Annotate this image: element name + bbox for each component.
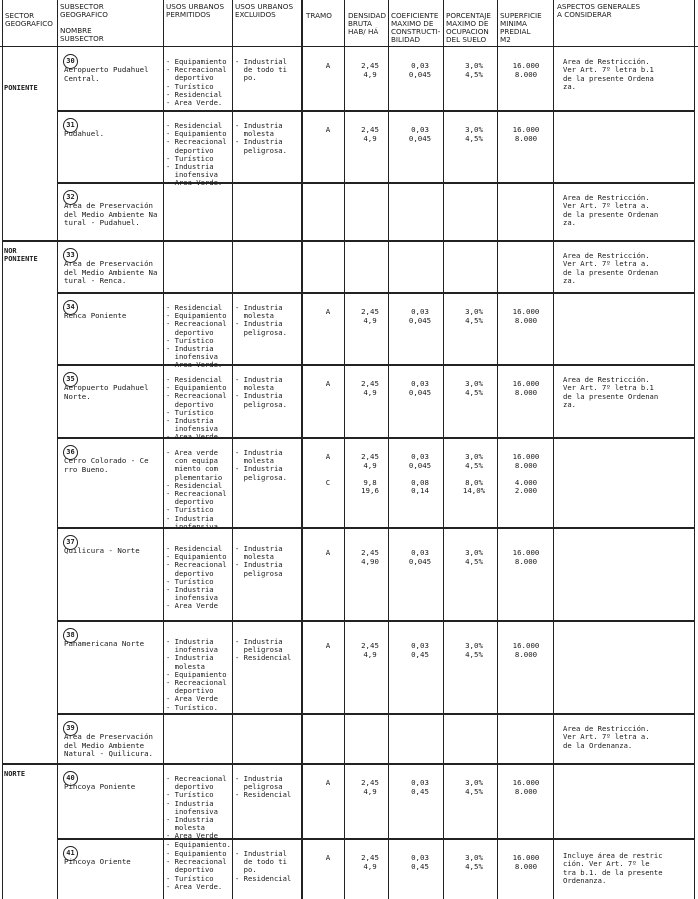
row-rule: [57, 292, 695, 294]
subsector-name: Panamericana Norte: [64, 639, 145, 648]
densidad-value: 2,45 4,9: [361, 778, 379, 796]
aspectos-text: Area de Restricción. Ver Art. 7º letra b.1 de la presente Ordenan za.: [563, 375, 659, 410]
row-rule: [57, 838, 695, 840]
usos-excluidos: - Industria molesta - Industria peligrosa.: [235, 375, 287, 409]
subsector-name: Area de Preservación del Medio Ambiente Natural - Quilicura.: [64, 732, 153, 759]
row-number-badge: 33: [63, 248, 78, 263]
coeficiente-value: 0,03 0,045: [408, 548, 432, 566]
sector-label: PONIENTE: [4, 84, 38, 92]
row-number-badge: 32: [63, 190, 78, 205]
row-number-badge: 40: [63, 771, 78, 786]
subsector-name: Area de Preservación del Medio Ambiente Na tural - Renca.: [64, 259, 158, 286]
aspectos-text: Area de Restricción. Ver Art. 7º letra a. de la presente Ordenan za.: [563, 193, 659, 228]
header-line: GEOGRAFICO: [60, 10, 108, 19]
header-subsector: [60, 3, 108, 43]
superficie-value: 16.000 8.000: [512, 307, 540, 325]
subsector-name: Renca Poniente: [64, 311, 127, 320]
usos-excluidos: - Industria peligrosa - Residencial: [235, 774, 292, 800]
subsector-name: Aeropuerto Pudahuel Central.: [64, 65, 149, 83]
usos-permitidos: - Residencial - Equipamiento - Recreacional deportivo - Turístico - Industria inofensiva - Area Verde.: [166, 375, 227, 442]
aspectos-text: Incluye área de restric ción. Ver Art. 7º le tra b.1. de la presente Ordenanza.: [563, 851, 663, 886]
densidad-value: 2,45 4,9 9,8 19,6: [361, 452, 379, 496]
row-rule: [2, 240, 695, 242]
superficie-value: 16.000 8.000: [512, 853, 540, 871]
header-line: SECTOR: [5, 11, 35, 20]
usos-excluidos: - Industria molesta - Industria peligrosa: [235, 544, 283, 578]
densidad-value: 2,45 4,9: [361, 125, 379, 143]
header-line: COEFICIENTE: [391, 11, 439, 20]
header-line: MINIMA: [500, 19, 527, 28]
usos-permitidos: - Residencial - Equipamiento - Recreacional deportivo - Turístico - Industria inofensiva - Area Verde: [166, 544, 227, 611]
row-number-badge: 30: [63, 54, 78, 69]
usos-excluidos: - Industrial de todo ti po.: [235, 57, 287, 83]
header-permitidos: [166, 3, 224, 19]
header-line: MAXIMO DE: [446, 19, 489, 28]
row-number-badge: 37: [63, 535, 78, 550]
row-rule: [57, 437, 695, 439]
aspectos-text: Area de Restricción. Ver Art. 7º letra b.1 de la presente Ordena za.: [563, 57, 654, 92]
densidad-value: 2,45 4,9: [361, 307, 379, 325]
header-line: USOS URBANOS: [235, 2, 294, 11]
row-number-badge: 36: [63, 445, 78, 460]
header-porcentaje: [446, 12, 491, 44]
porcentaje-value: 3,0% 4,5%: [465, 125, 483, 143]
header-line: M2: [500, 35, 511, 44]
coeficiente-value: 0,03 0,045: [408, 61, 432, 79]
header-line: BRUTA: [348, 19, 372, 28]
usos-permitidos: - Equipamiento - Recreacional deportivo - Turístico - Area Verde.: [166, 849, 227, 891]
porcentaje-value: 3,0% 4,5%: [465, 548, 483, 566]
tramo-value: A: [325, 548, 331, 557]
row-rule: [57, 713, 695, 715]
usos-excluidos: - Industria molesta - Industria peligrosa.: [235, 303, 287, 337]
subsector-name: Pincoya Oriente: [64, 857, 131, 866]
header-line: TRAMO: [306, 11, 332, 20]
porcentaje-value: 3,0% 4,5%: [465, 778, 483, 796]
densidad-value: 2,45 4,9: [361, 379, 379, 397]
usos-permitidos: - Residencial - Equipamiento - Recreacional deportivo - Turístico - Industria inofensiva - Area Verde.: [166, 303, 227, 370]
tramo-value: A: [325, 307, 331, 316]
coeficiente-value: 0,03 0,045: [408, 125, 432, 143]
densidad-value: 2,45 4,9: [361, 61, 379, 79]
header-superficie: [500, 12, 542, 44]
header-line: BILIDAD: [391, 35, 421, 44]
header-line: ASPECTOS GENERALES: [557, 2, 641, 11]
usos-excluidos: - Industria peligrosa - Residencial: [235, 637, 292, 663]
coeficiente-value: 0,03 0,045 0,08 0,14: [408, 452, 432, 496]
usos-permitidos: - Industria inofensiva - Industria molesta - Equipamiento - Recreacional deportivo - Area Verde - Turístico.: [166, 637, 227, 712]
coeficiente-value: 0,03 0,045: [408, 307, 432, 325]
header-line: DEL SUELO: [446, 35, 487, 44]
usos-permitidos: - Residencial - Equipamiento - Recreacional deportivo - Turístico - Industria inofensiva - Area Verde.: [166, 121, 227, 188]
subsector-name: Cerro Colorado - Ce rro Bueno.: [64, 456, 149, 474]
superficie-value: 16.000 8.000: [512, 548, 540, 566]
usos-permitidos: - Area verde con equipa miento com plementario - Residencial - Recreacional deportivo - Turístico - Industria inofensiva.: [166, 448, 227, 531]
porcentaje-value: 3,0% 4,5%: [465, 307, 483, 325]
tramo-value: A: [325, 125, 331, 134]
header-line: PERMITIDOS: [166, 10, 211, 19]
superficie-value: 16.000 8.000: [512, 379, 540, 397]
sector-label: NORTE: [4, 770, 26, 778]
superficie-value: 16.000 8.000: [512, 778, 540, 796]
header-coeficiente: [391, 12, 440, 44]
porcentaje-value: 3,0% 4,5%: [465, 379, 483, 397]
subsector-name: Quilicura - Norte: [64, 546, 140, 555]
aspectos-text: Area de Restricción. Ver Art. 7º letra a. de la Ordenanza.: [563, 724, 650, 750]
porcentaje-value: 3,0% 4,5%: [465, 641, 483, 659]
header-line: PORCENTAJE: [446, 11, 491, 20]
row-number-badge: 34: [63, 300, 78, 315]
header-line: GEOGRAFICO: [5, 19, 53, 28]
header-line: OCUPACION: [446, 27, 489, 36]
row-number-badge: 41: [63, 846, 78, 861]
coeficiente-value: 0,03 0,045: [408, 379, 432, 397]
row-rule: [57, 620, 695, 622]
subsector-name: Area de Preservación del Medio Ambiente Na tural - Pudahuel.: [64, 201, 158, 228]
header-line: SUBSECTOR: [60, 34, 104, 43]
header-line: SUBSECTOR: [60, 2, 104, 11]
tramo-value: A: [325, 778, 331, 787]
header-line: NOMBRE: [60, 26, 92, 35]
row-rule: [57, 364, 695, 366]
header-line: PREDIAL: [500, 27, 531, 36]
densidad-value: 2,45 4,9: [361, 853, 379, 871]
header-line: EXCLUIDOS: [235, 10, 276, 19]
header-sector: [5, 12, 53, 28]
subsector-name: Pudahuel.: [64, 129, 105, 138]
row-number-badge: 38: [63, 628, 78, 643]
usos-excluidos: - Industria molesta - Industria peligrosa.: [235, 448, 287, 482]
superficie-value: 16.000 8.000: [512, 125, 540, 143]
aspectos-text: Area de Restricción. Ver Art. 7º letra a. de la presente Ordenan za.: [563, 251, 659, 286]
coeficiente-value: 0,03 0,45: [411, 778, 429, 796]
header-line: DENSIDAD: [348, 11, 386, 20]
superficie-value: 16.000 8.000 4.000 2.000: [512, 452, 540, 496]
row-number-badge: 35: [63, 372, 78, 387]
header-excluidos: [235, 3, 293, 19]
usos-excluidos: - Industrial de todo ti po. - Residencial: [235, 849, 292, 883]
usos-excluidos: - Industria molesta - Industria peligrosa.: [235, 121, 287, 155]
tramo-value: A: [325, 641, 331, 650]
sector-label: NOR PONIENTE: [4, 247, 38, 263]
row-number-badge: 39: [63, 721, 78, 736]
row-rule: [57, 110, 695, 112]
densidad-value: 2,45 4,90: [361, 548, 379, 566]
subsector-name: Aeropuerto Pudahuel Norte.: [64, 383, 149, 401]
header-line: HAB/ HÁ: [348, 27, 379, 36]
superficie-value: 16.000 8.000: [512, 61, 540, 79]
header-line: MAXIMO DE: [391, 19, 434, 28]
header-line: CONSTRUCTI-: [391, 27, 441, 36]
header-tramo: [306, 12, 332, 20]
coeficiente-value: 0,03 0,45: [411, 641, 429, 659]
row-rule: [2, 763, 695, 765]
usos-permitidos: - Recreacional deportivo - Turístico - Industria inofensiva - Industria molesta - Area Verde - Equipamiento.: [166, 774, 231, 849]
coeficiente-value: 0,03 0,45: [411, 853, 429, 871]
row-rule: [57, 182, 695, 184]
header-line: SUPERFICIE: [500, 11, 542, 20]
header-densidad: [348, 12, 386, 36]
porcentaje-value: 3,0% 4,5%: [465, 61, 483, 79]
subsector-name: Pincoya Poniente: [64, 782, 136, 791]
superficie-value: 16.000 8.000: [512, 641, 540, 659]
row-number-badge: 31: [63, 118, 78, 133]
header-aspectos: [557, 3, 640, 19]
tramo-value: A: [325, 379, 331, 388]
porcentaje-value: 3,0% 4,5% 8,0% 14,0%: [462, 452, 486, 496]
porcentaje-value: 3,0% 4,5%: [465, 853, 483, 871]
tramo-value: A C: [325, 452, 331, 487]
header-rule: [0, 46, 698, 47]
densidad-value: 2,45 4,9: [361, 641, 379, 659]
row-rule: [57, 527, 695, 529]
tramo-value: A: [325, 61, 331, 70]
header-line: USOS URBANOS: [166, 2, 225, 11]
tramo-value: A: [325, 853, 331, 862]
usos-permitidos: - Equipamiento - Recreacional deportivo - Turístico - Residencial - Area Verde.: [166, 57, 227, 108]
header-line: A CONSIDERAR: [557, 10, 612, 19]
